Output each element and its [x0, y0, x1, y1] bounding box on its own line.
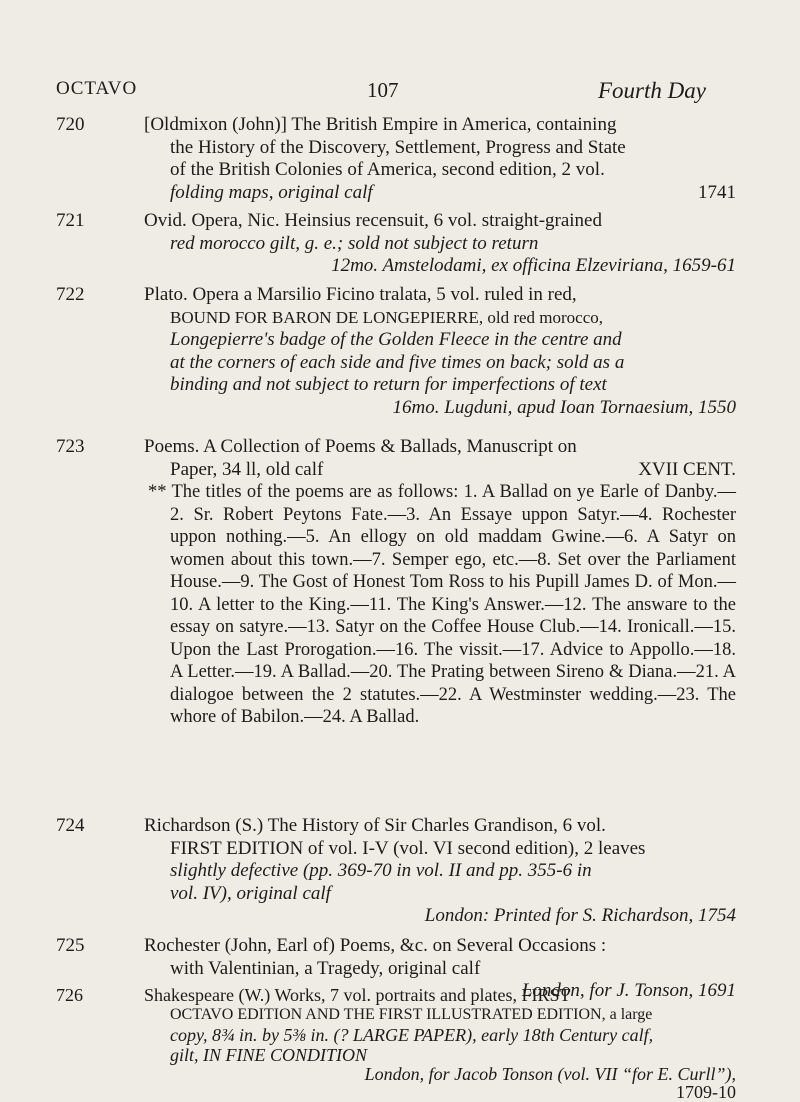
lot-text: the History of the Discovery, Settlement, Progress and State: [170, 136, 626, 158]
lot-720: [56, 114, 736, 204]
lot-text: Paper, 34 ll, old calf: [170, 458, 324, 480]
lot-723: [56, 436, 736, 729]
lot-imprint: 16mo. Lugduni, apud Ioan Tornaesium, 1550: [392, 396, 736, 418]
lot-number: 721: [56, 210, 85, 231]
lot-text: folding maps, original calf: [170, 181, 373, 203]
lot-724: [56, 815, 736, 928]
lot-imprint: London: Printed for S. Richardson, 1754: [424, 905, 736, 926]
lot-number: 723: [56, 436, 85, 457]
lot-text: with Valentinian, a Tragedy, original calf: [170, 957, 481, 979]
lot-text: Rochester (John, Earl of) Poems, &c. on Several Occasions :: [144, 935, 607, 956]
lot-imprint: London, for J. Tonson, 1691: [521, 980, 736, 1001]
lot-imprint: 12mo. Amstelodami, ex officina Elzeviriana, 1659-61: [331, 255, 736, 276]
lot-text: red morocco gilt, g. e.; sold not subject to return: [170, 232, 539, 254]
lot-imprint: London, for Jacob Tonson (vol. VII “for E. Curll”),: [364, 1064, 736, 1084]
lot-726: [56, 985, 736, 1065]
lot-text: FIRST EDITION of vol. I-V (vol. VI second edition), 2 leaves: [170, 837, 646, 859]
lot-721: [56, 210, 736, 278]
lot-note: ** The titles of the poems are as follows: 1. A Ballad on ye Earle of Danby.—2. Sr. Robert Peytons Fate.—3. An Essaye uppon Satyr.—4. Rochester uppon nothing.—5. An ellogy on old maddam Gwine.—6. A Satyr on women about this town.—7. Semper ego, etc.—8. Set over the Parliament House.—9. The Gost of Honest Tom Ross to his Pupill James D. of Mon.—10. A letter to the King.—11. The King's Answer.—12. The answare to the essay on satyre.—13. Satyr on the Coffee House Club.—14. Ironicall.—15. Upon the Last Prorogation.—16. The vissit.—17. Advice to Appollo.—18. A Letter.—19. A Ballad.—20. The Prating between Sireno & Diana.—21. A dialogoe between the 2 statutes.—22. A Westminster wedding.—23. The whore of Babilon.—24. A Ballad.: [148, 482, 736, 727]
lot-text: OCTAVO EDITION AND THE FIRST ILLUSTRATED EDITION, a large: [170, 1006, 653, 1023]
lot-date: 1741: [698, 181, 736, 203]
lot-text: binding and not subject to return for imperfections of text: [170, 374, 607, 395]
lot-text: vol. IV), original calf: [170, 882, 331, 904]
lot-number: 724: [56, 815, 85, 836]
lot-text: slightly defective (pp. 369-70 in vol. II and pp. 355-6 in: [170, 860, 592, 881]
lot-text: Plato. Opera a Marsilio Ficino tralata, 5 vol. ruled in red,: [144, 284, 577, 305]
lot-text: gilt, IN FINE CONDITION: [170, 1045, 368, 1065]
lot-text: [Oldmixon (John)] The British Empire in America, containing: [144, 114, 617, 135]
lot-text: BOUND FOR BARON DE LONGEPIERRE, old red morocco,: [170, 307, 604, 327]
lot-text: copy, 8¾ in. by 5⅜ in. (? LARGE PAPER), early 18th Century calf,: [170, 1025, 654, 1045]
lot-text: Richardson (S.) The History of Sir Charles Grandison, 6 vol.: [144, 815, 606, 836]
lot-722: [56, 284, 736, 419]
lot-number: 722: [56, 284, 85, 305]
header-sale-day: Fourth Day: [598, 78, 706, 103]
lot-number: 725: [56, 935, 85, 956]
lot-text: Shakespeare (W.) Works, 7 vol. portraits and plates, FIRST: [144, 985, 571, 1005]
page-number: 107: [367, 78, 399, 102]
lot-text: Ovid. Opera, Nic. Heinsius recensuit, 6 vol. straight-grained: [144, 210, 602, 231]
header-format: OCTAVO: [56, 78, 138, 99]
running-header: [0, 78, 800, 108]
lot-text: of the British Colonies of America, second edition, 2 vol.: [170, 159, 605, 180]
lot-number: 720: [56, 114, 85, 135]
lot-text: Longepierre's badge of the Golden Fleece in the centre and: [170, 329, 622, 350]
lot-date: 1709-10: [676, 1082, 736, 1102]
lot-text: at the corners of each side and five times on back; sold as a: [170, 351, 625, 373]
lot-date: XVII CENT.: [638, 458, 736, 480]
lot-726-imprint: [56, 1065, 736, 1101]
lot-number: 726: [56, 985, 83, 1005]
lot-text: Poems. A Collection of Poems & Ballads, Manuscript on: [144, 436, 577, 457]
